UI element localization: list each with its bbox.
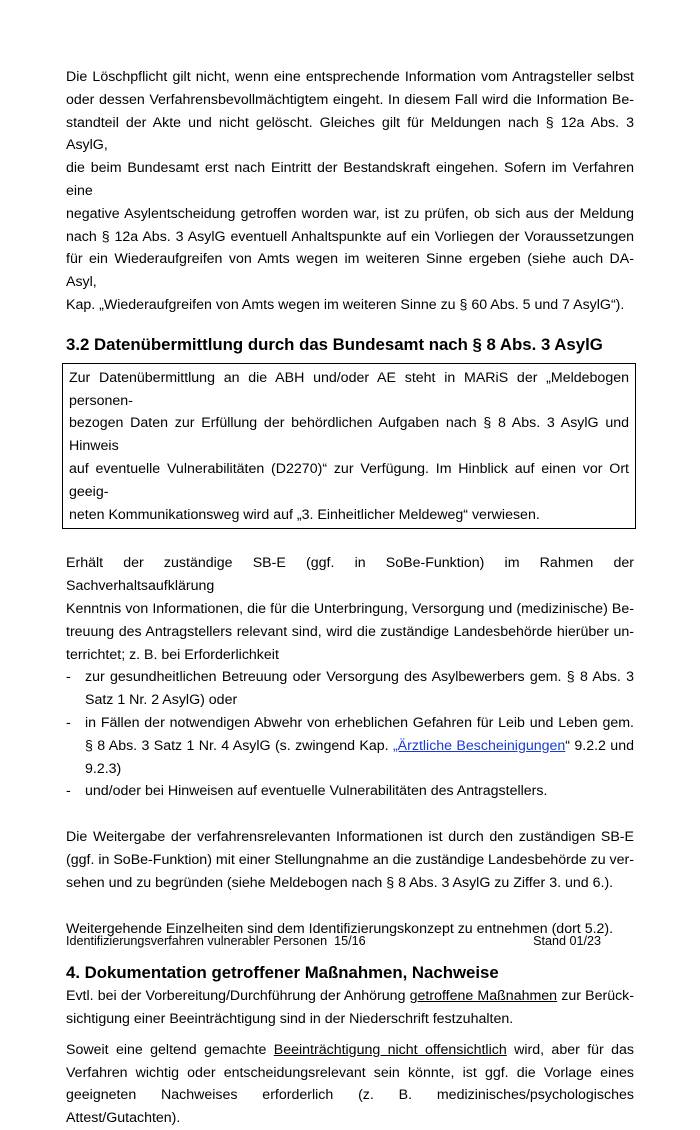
section-heading-3-2: 3.2 Datenübermittlung durch das Bundesamt nach § 8 Abs. 3 AsylG xyxy=(66,334,603,354)
paragraph-forwarding: Die Weitergabe der verfahrensrelevanten Informationen ist durch den zuständigen SB-E (ggf. in SoBe-Funktion) mit einer Stellungnahme an die zuständige Landesbehörde zu ver- sehen und zu begründen (siehe Meldebogen nach § 8 Abs. 3 AsylG zu Ziffer 3. und 6.). xyxy=(66,829,634,891)
paragraph-sbe-information: Erhält der zuständige SB-E (ggf. in SoBe-Funktion) im Rahmen der Sachverhaltsaufklärung Kenntnis von Informationen, die für die Unterbringung, Versorgung und (medizinische) Be- treuung des Antragstellers relevant sind, wird die zuständige Landesbehörde hierüber un- terrichtet; z. B. bei Erforderlichkeit xyxy=(66,555,634,663)
section-heading-4: 4. Dokumentation getroffener Maßnahmen, Nachweise xyxy=(66,963,499,983)
page-body xyxy=(66,66,634,1130)
dash-bullet: - xyxy=(66,669,71,686)
footer-stand: Stand 01/23 xyxy=(533,934,601,948)
footer-page-number: 15/16 xyxy=(334,934,366,948)
paragraph-evidence: Soweit eine geltend gemachte Beeinträchtigung nicht offensichtlich wird, aber für das Verfahren wichtig oder entscheidungsrelevant sein könnte, ist ggf. die Vorlage eines geeigneten Nachweises erforderlich (z. B. medizinisches/psychologisches Attest/Gutachten). xyxy=(66,1041,635,1127)
footer-left xyxy=(66,933,366,949)
requirement-list xyxy=(66,666,634,803)
link-aerztliche-bescheinigungen[interactable]: „Ärztliche Bescheinigungen xyxy=(392,737,566,754)
paragraph-measures: Evtl. bei der Vorbereitung/Durchführung der Anhörung getroffene Maßnahmen zur Berück- sichtigung einer Beeinträchtigung sind in der Niederschrift festzuhalten. xyxy=(66,988,634,1028)
dash-bullet: - xyxy=(66,783,71,800)
list-item: - in Fällen der notwendigen Abwehr von erheblichen Gefahren für Leib und Leben gem. § 8 Abs. 3 Satz 1 Nr. 4 AsylG (s. zwingend Kap. „Ärztliche Bescheinigungen“ 9.2.2 und 9.2.3) xyxy=(66,712,634,780)
paragraph-deletion-obligation: Die Löschpflicht gilt nicht, wenn eine entsprechende Information vom Antragsteller selbst oder dessen Verfahrensbevollmächtigtem eingeht. In diesem Fall wird die Information Be- standteil der Akte und nicht gelöscht. Gleiches gilt für Meldungen nach § 12a Abs. 3 AsylG, die beim Bundesamt erst nach Eintritt der Bestandskraft eingehen. Sofern im Verfahren eine negative Asylentscheidung getroffen worden war, ist zu prüfen, ob sich aus der Meldung nach § 12a Abs. 3 AsylG eventuell Anhaltspunkte auf ein Vorliegen der Voraussetzungen für ein Wiederaufgreifen von Amts wegen im weiteren Sinne ergeben (siehe auch DA-Asyl, Kap. „Wiederaufgreifen von Amts wegen im weiteren Sinne zu § 60 Abs. 5 und 7 AsylG“). xyxy=(66,69,634,313)
dash-bullet: - xyxy=(66,714,71,731)
info-box: Zur Datenübermittlung an die ABH und/oder AE steht in MARiS der „Meldebogen personen- bezogen Daten zur Erfüllung der behördlichen Aufgaben nach § 8 Abs. 3 AsylG und Hinweis auf eventuelle Vulnerabilitäten (D2270)“ zur Verfügung. Im Hinblick auf einen vor Ort geeig- neten Kommunikationsweg wird auf „3. Einheitlicher Meldeweg“ verwiesen. xyxy=(62,363,636,530)
paragraph-further-details: Weitergehende Einzelheiten sind dem Identifizierungskonzept zu entnehmen (dort 5.2). xyxy=(66,920,614,937)
list-item: - zur gesundheitlichen Betreuung oder Versorgung des Asylbewerbers gem. § 8 Abs. 3 Satz 1 Nr. 2 AsylG) oder xyxy=(66,666,634,712)
list-item: - und/oder bei Hinweisen auf eventuelle Vulnerabilitäten des Antragstellers. xyxy=(66,780,634,803)
footer-title: Identifizierungsverfahren vulnerabler Personen xyxy=(66,934,328,948)
